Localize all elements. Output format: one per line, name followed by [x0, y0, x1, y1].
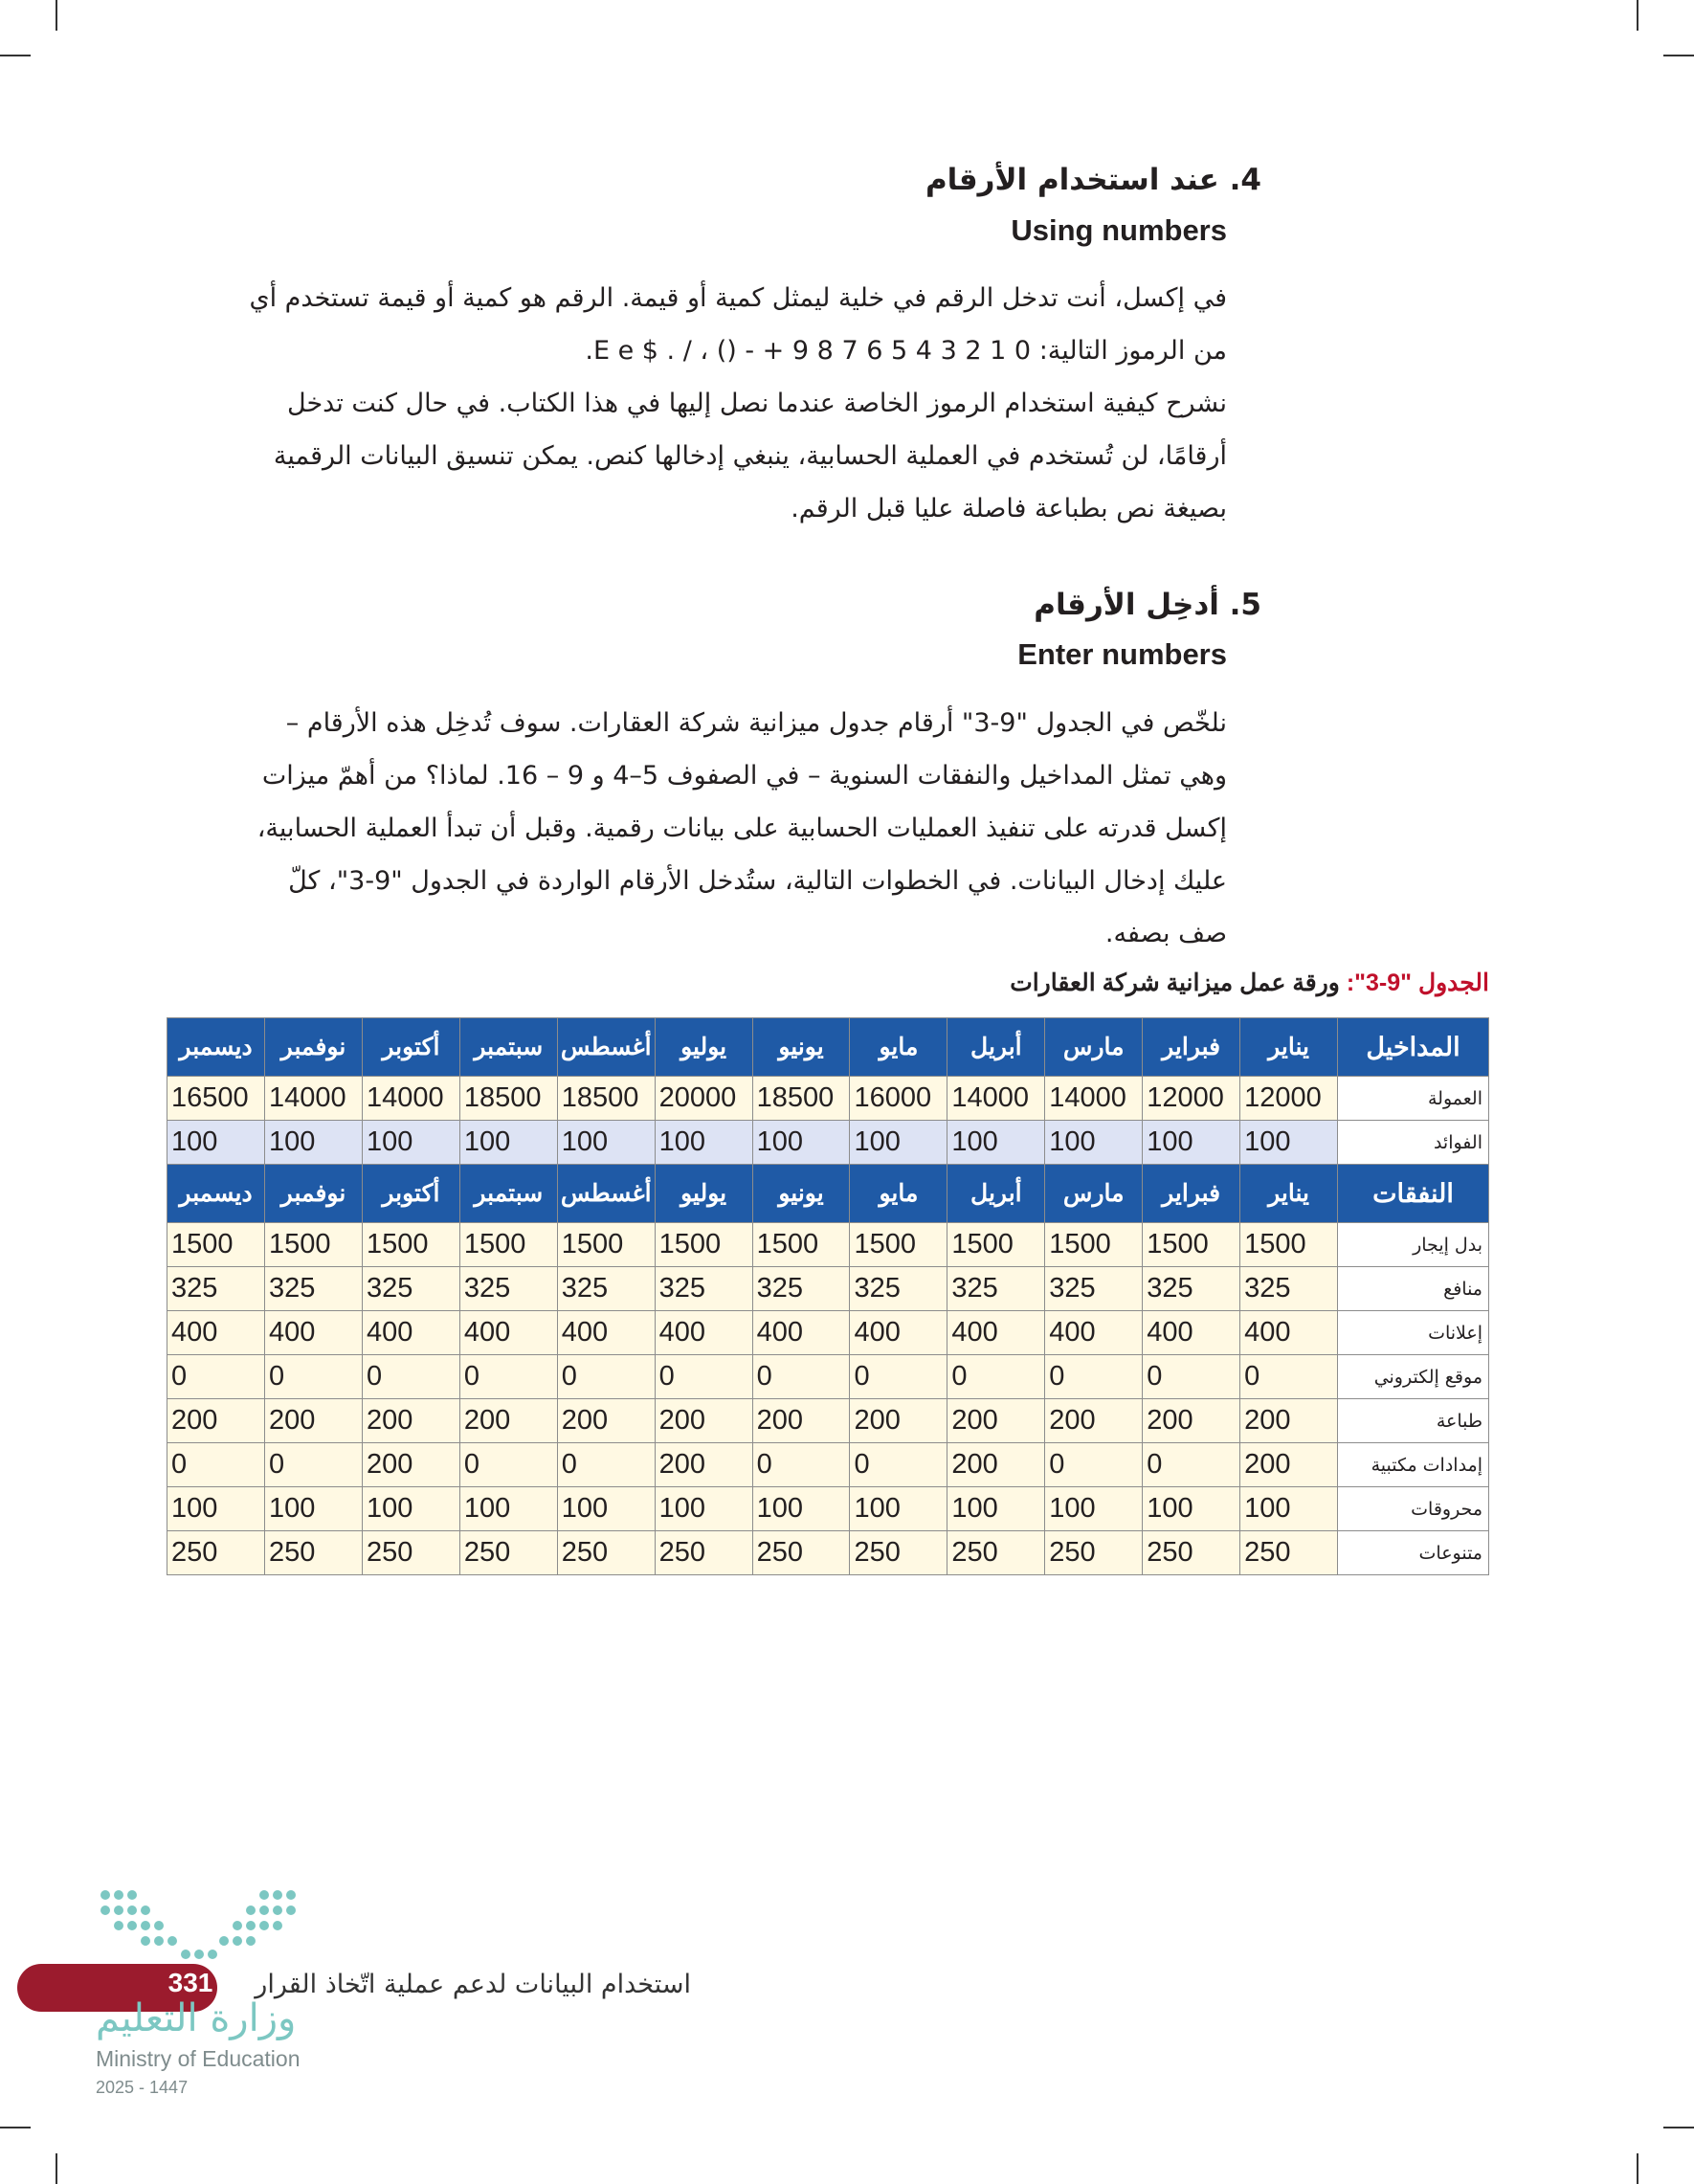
table-cell: 100	[1240, 1121, 1338, 1165]
table-cell: 0	[850, 1355, 947, 1399]
table-cell: 0	[1045, 1443, 1143, 1487]
table-cell: 1500	[265, 1223, 363, 1267]
table-cell: 325	[1045, 1267, 1143, 1311]
table-cell: 0	[752, 1355, 850, 1399]
table-cell: 400	[557, 1311, 655, 1355]
table-cell: 18500	[752, 1077, 850, 1121]
row-label: طباعة	[1338, 1399, 1489, 1443]
ministry-logo-arabic: وزارة التعليم	[96, 1996, 297, 2040]
table-cell: 14000	[1045, 1077, 1143, 1121]
table-cell: 400	[1240, 1311, 1338, 1355]
section4-paragraph	[168, 272, 1227, 535]
table-cell: 100	[1045, 1487, 1143, 1531]
table-cell: 325	[167, 1267, 265, 1311]
table-cell: 100	[655, 1487, 752, 1531]
row-label: إعلانات	[1338, 1311, 1489, 1355]
month-header: أكتوبر	[362, 1165, 459, 1223]
table-cell: 325	[1240, 1267, 1338, 1311]
table-cell: 200	[947, 1399, 1045, 1443]
table-cell: 200	[1045, 1399, 1143, 1443]
table-cell: 200	[265, 1399, 363, 1443]
crop-mark	[1663, 2127, 1694, 2128]
table-cell: 12000	[1240, 1077, 1338, 1121]
row-label: متنوعات	[1338, 1531, 1489, 1575]
crop-mark	[1637, 0, 1638, 31]
month-header: سبتمبر	[459, 1165, 557, 1223]
month-header: أغسطس	[557, 1018, 655, 1077]
table-cell: 325	[362, 1267, 459, 1311]
table-cell: 200	[655, 1443, 752, 1487]
table-cell: 100	[947, 1121, 1045, 1165]
month-header: فبراير	[1143, 1165, 1240, 1223]
table-row	[167, 1267, 1489, 1311]
month-header: مارس	[1045, 1165, 1143, 1223]
page-number: 331	[167, 1968, 213, 1997]
section5-title: 5. أدخِل الأرقام	[1034, 588, 1261, 622]
table-cell: 325	[459, 1267, 557, 1311]
table-cell: 1500	[1240, 1223, 1338, 1267]
table-cell: 400	[167, 1311, 265, 1355]
table-cell: 1500	[557, 1223, 655, 1267]
row-label: منافع	[1338, 1267, 1489, 1311]
table-cell: 100	[167, 1121, 265, 1165]
table-cell: 100	[752, 1121, 850, 1165]
table-cell: 200	[850, 1399, 947, 1443]
section4-title: 4. عند استخدام الأرقام	[925, 163, 1261, 197]
table-cell: 1500	[362, 1223, 459, 1267]
table-cell: 100	[362, 1487, 459, 1531]
table-cell: 250	[557, 1531, 655, 1575]
table-cell: 400	[265, 1311, 363, 1355]
table-cell: 100	[947, 1487, 1045, 1531]
budget-table	[167, 1017, 1489, 1575]
table-caption-label: الجدول "9-3":	[1346, 969, 1489, 996]
table-cell: 200	[362, 1443, 459, 1487]
table-cell: 0	[557, 1355, 655, 1399]
table-cell: 16500	[167, 1077, 265, 1121]
table-caption	[1010, 969, 1489, 997]
table-cell: 100	[167, 1487, 265, 1531]
table-cell: 14000	[947, 1077, 1045, 1121]
table-cell: 0	[557, 1443, 655, 1487]
table-cell: 1500	[947, 1223, 1045, 1267]
table-cell: 325	[752, 1267, 850, 1311]
month-header: مارس	[1045, 1018, 1143, 1077]
month-header: نوفمبر	[265, 1165, 363, 1223]
row-label: العمولة	[1338, 1077, 1489, 1121]
table-cell: 18500	[557, 1077, 655, 1121]
table-cell: 200	[1143, 1399, 1240, 1443]
table-cell: 400	[752, 1311, 850, 1355]
paragraph-line: أرقامًا، لن تُستخدم في العملية الحسابية، ينبغي إدخالها كنص. يمكن تنسيق البيانات الرقمية	[273, 441, 1227, 471]
crop-mark	[0, 55, 31, 56]
paragraph-line: نشرح كيفية استخدام الرموز الخاصة عندما نصل إليها في هذا الكتاب. في حال كنت تدخل	[287, 389, 1227, 418]
table-row	[167, 1121, 1489, 1165]
table-cell: 0	[1240, 1355, 1338, 1399]
month-header: أبريل	[947, 1018, 1045, 1077]
ministry-logo-english: Ministry of Education	[96, 2046, 301, 2071]
table-cell: 0	[947, 1355, 1045, 1399]
paragraph-line: وهي تمثل المداخيل والنفقات السنوية – في الصفوف 5–4 و 9 – 16. لماذا؟ من أهمّ ميزات	[261, 761, 1227, 791]
paragraph-line: إكسل قدرته على تنفيذ العمليات الحسابية على بيانات رقمية. وقبل أن تبدأ العملية الحسابية،	[256, 813, 1227, 843]
table-cell: 400	[1045, 1311, 1143, 1355]
table-cell: 100	[850, 1121, 947, 1165]
table-cell: 0	[1143, 1355, 1240, 1399]
month-header: أكتوبر	[362, 1018, 459, 1077]
table-cell: 100	[265, 1121, 363, 1165]
table-cell: 14000	[362, 1077, 459, 1121]
paragraph-line: بصيغة نص بطباعة فاصلة عليا قبل الرقم.	[791, 494, 1227, 524]
table-cell: 200	[167, 1399, 265, 1443]
table-cell: 100	[459, 1121, 557, 1165]
table-cell: 0	[167, 1443, 265, 1487]
table-cell: 250	[265, 1531, 363, 1575]
table-cell: 100	[1240, 1487, 1338, 1531]
table-cell: 200	[459, 1399, 557, 1443]
table-cell: 400	[1143, 1311, 1240, 1355]
table-cell: 250	[1045, 1531, 1143, 1575]
month-header: يناير	[1240, 1018, 1338, 1077]
table-cell: 100	[459, 1487, 557, 1531]
month-header: يناير	[1240, 1165, 1338, 1223]
table-cell: 18500	[459, 1077, 557, 1121]
table-cell: 400	[362, 1311, 459, 1355]
table-cell: 14000	[265, 1077, 363, 1121]
table-cell: 325	[655, 1267, 752, 1311]
table-cell: 0	[1143, 1443, 1240, 1487]
table-cell: 1500	[167, 1223, 265, 1267]
table-row	[167, 1487, 1489, 1531]
ministry-logo-dots	[96, 1885, 301, 1962]
month-header: نوفمبر	[265, 1018, 363, 1077]
month-header: مايو	[850, 1165, 947, 1223]
month-header: يوليو	[655, 1018, 752, 1077]
table-cell: 0	[459, 1443, 557, 1487]
table-cell: 325	[265, 1267, 363, 1311]
table-cell: 100	[557, 1487, 655, 1531]
table-cell: 325	[850, 1267, 947, 1311]
paragraph-line: من الرموز التالية: 0 1 2 3 4 5 6 7 8 9 + - () ، / . $ E e.	[585, 336, 1227, 366]
crop-mark	[1637, 2153, 1638, 2184]
table-cell: 100	[850, 1487, 947, 1531]
table-cell: 400	[655, 1311, 752, 1355]
income-header-row	[167, 1018, 1489, 1077]
table-cell: 100	[557, 1121, 655, 1165]
table-cell: 1500	[752, 1223, 850, 1267]
expenses-header-row	[167, 1165, 1489, 1223]
month-header: يونيو	[752, 1165, 850, 1223]
paragraph-line: عليك إدخال البيانات. في الخطوات التالية، ستُدخل الأرقام الواردة في الجدول "9-3"، كلّ	[288, 866, 1227, 896]
table-cell: 0	[265, 1443, 363, 1487]
table-cell: 0	[265, 1355, 363, 1399]
table-cell: 400	[850, 1311, 947, 1355]
table-cell: 1500	[459, 1223, 557, 1267]
table-cell: 400	[947, 1311, 1045, 1355]
table-cell: 100	[362, 1121, 459, 1165]
table-cell: 200	[1240, 1399, 1338, 1443]
section4-subtitle: Using numbers	[1011, 213, 1227, 247]
row-label: محروقات	[1338, 1487, 1489, 1531]
table-cell: 0	[362, 1355, 459, 1399]
table-cell: 0	[167, 1355, 265, 1399]
table-cell: 250	[655, 1531, 752, 1575]
income-header-label: المداخيل	[1338, 1018, 1489, 1077]
table-cell: 16000	[850, 1077, 947, 1121]
table-cell: 250	[1240, 1531, 1338, 1575]
table-cell: 200	[655, 1399, 752, 1443]
section5-subtitle: Enter numbers	[1017, 637, 1227, 671]
paragraph-line: صف بصفه.	[1104, 919, 1227, 948]
table-cell: 400	[459, 1311, 557, 1355]
table-cell: 100	[752, 1487, 850, 1531]
table-cell: 1500	[850, 1223, 947, 1267]
table-cell: 100	[655, 1121, 752, 1165]
row-label: بدل إيجار	[1338, 1223, 1489, 1267]
crop-mark	[56, 0, 57, 31]
paragraph-line: نلخّص في الجدول "9-3" أرقام جدول ميزانية شركة العقارات. سوف تُدخِل هذه الأرقام –	[285, 708, 1227, 738]
table-cell: 250	[167, 1531, 265, 1575]
table-row	[167, 1443, 1489, 1487]
table-cell: 1500	[655, 1223, 752, 1267]
table-cell: 20000	[655, 1077, 752, 1121]
table-cell: 200	[557, 1399, 655, 1443]
ministry-logo-year: 2025 - 1447	[96, 2078, 189, 2097]
table-cell: 0	[850, 1443, 947, 1487]
month-header: ديسمبر	[167, 1165, 265, 1223]
row-label: موقع إلكتروني	[1338, 1355, 1489, 1399]
table-cell: 200	[1240, 1443, 1338, 1487]
table-row	[167, 1223, 1489, 1267]
table-cell: 250	[459, 1531, 557, 1575]
crop-mark	[56, 2153, 57, 2184]
table-cell: 100	[1143, 1121, 1240, 1165]
table-row	[167, 1311, 1489, 1355]
table-cell: 250	[362, 1531, 459, 1575]
table-cell: 250	[1143, 1531, 1240, 1575]
month-header: فبراير	[1143, 1018, 1240, 1077]
table-row	[167, 1077, 1489, 1121]
table-caption-text: ورقة عمل ميزانية شركة العقارات	[1010, 969, 1340, 996]
table-cell: 200	[752, 1399, 850, 1443]
section5-paragraph	[168, 697, 1227, 960]
table-cell: 100	[1045, 1121, 1143, 1165]
month-header: يوليو	[655, 1165, 752, 1223]
month-header: سبتمبر	[459, 1018, 557, 1077]
month-header: مايو	[850, 1018, 947, 1077]
crop-mark	[0, 2127, 31, 2128]
table-row	[167, 1531, 1489, 1575]
table-cell: 0	[655, 1355, 752, 1399]
table-cell: 325	[1143, 1267, 1240, 1311]
table-cell: 325	[557, 1267, 655, 1311]
month-header: ديسمبر	[167, 1018, 265, 1077]
table-cell: 0	[459, 1355, 557, 1399]
table-cell: 200	[947, 1443, 1045, 1487]
table-cell: 250	[850, 1531, 947, 1575]
footer-chapter-title: استخدام البيانات لدعم عملية اتّخاذ القرار	[255, 1970, 691, 1999]
expenses-header-label: النفقات	[1338, 1165, 1489, 1223]
month-header: أبريل	[947, 1165, 1045, 1223]
table-cell: 250	[752, 1531, 850, 1575]
table-cell: 325	[947, 1267, 1045, 1311]
table-cell: 100	[1143, 1487, 1240, 1531]
row-label: الفوائد	[1338, 1121, 1489, 1165]
table-cell: 0	[1045, 1355, 1143, 1399]
table-cell: 12000	[1143, 1077, 1240, 1121]
table-cell: 1500	[1045, 1223, 1143, 1267]
crop-mark	[1663, 55, 1694, 56]
table-cell: 1500	[1143, 1223, 1240, 1267]
table-cell: 100	[265, 1487, 363, 1531]
table-row	[167, 1355, 1489, 1399]
table-cell: 250	[947, 1531, 1045, 1575]
month-header: أغسطس	[557, 1165, 655, 1223]
paragraph-line: في إكسل، أنت تدخل الرقم في خلية ليمثل كمية أو قيمة. الرقم هو كمية أو قيمة تستخدم أي	[249, 283, 1227, 313]
table-row	[167, 1399, 1489, 1443]
row-label: إمدادات مكتبية	[1338, 1443, 1489, 1487]
table-cell: 200	[362, 1399, 459, 1443]
month-header: يونيو	[752, 1018, 850, 1077]
table-cell: 0	[752, 1443, 850, 1487]
